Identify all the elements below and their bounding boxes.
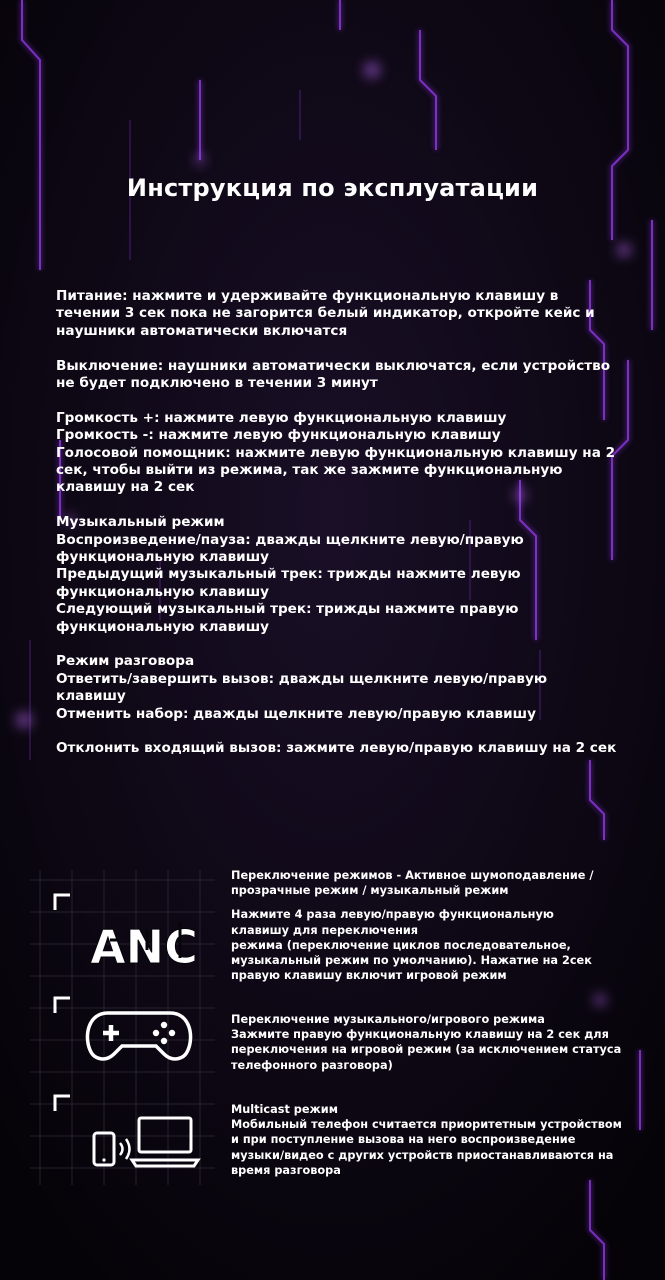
- feature-line: правую клавишу включит игровой режим: [231, 969, 507, 983]
- instruction-line: Выключение: наушники автоматически выключатся, если устройство: [56, 357, 611, 374]
- instruction-line: Питание: нажмите и удерживайте функциональную клавишу в: [56, 288, 559, 304]
- instruction-line: Предыдущий музыкальный трек: трижды нажмите левую: [56, 566, 521, 583]
- feature-line: клавишу для переключения: [231, 923, 419, 937]
- feature-line: Multicast режим: [231, 1103, 338, 1116]
- instruction-line: Следующий музыкальный трек: трижды нажмите правую: [56, 601, 519, 618]
- feature-line: Мобильный телефон считается приоритетным устройством: [231, 1118, 622, 1132]
- instruction-line: Громкость +: нажмите левую функциональную клавишу: [56, 409, 507, 426]
- instruction-line: не будет подключено в течении 3 минут: [56, 375, 378, 392]
- section-heading-music: Музыкальный режим: [56, 514, 225, 531]
- feature-line: Нажмите 4 раза левую/правую функциональную: [231, 908, 554, 922]
- instruction-line: функциональную клавишу: [56, 549, 270, 566]
- feature-multicast: [231, 1102, 641, 1178]
- spacer: [231, 898, 641, 907]
- multicast-icon: [94, 1118, 198, 1166]
- feature-line: время разговора: [231, 1163, 341, 1177]
- feature-line: Зажмите правую функциональную клавишу на 2 сек для: [231, 1028, 609, 1042]
- feature-line: Переключение музыкального/игрового режима: [231, 1013, 545, 1026]
- instruction-line: Ответить/завершить вызов: дважды щелкните левую/правую: [56, 670, 548, 687]
- instruction-line: клавишу на 2 сек: [56, 479, 195, 496]
- feature-line: и при поступление вызова на него воспроизведение: [231, 1133, 576, 1147]
- instruction-line: сек, чтобы выйти из режима, так же зажмите функциональную: [56, 462, 563, 479]
- feature-line: переключения на игровой режим (за исключением статуса: [231, 1043, 622, 1057]
- anc-icon-label: ANC: [90, 920, 198, 974]
- instruction-line: Воспроизведение/пауза: дважды щелкните левую/правую: [56, 531, 524, 548]
- feature-line: режима (переключение циклов последовательное,: [231, 938, 571, 952]
- feature-line: телефонного разговора): [231, 1058, 393, 1072]
- instruction-line: Отклонить входящий вызов: зажмите левую/правую клавишу на 2 сек: [56, 740, 617, 757]
- instruction-line: течении 3 сек пока не загорится белый индикатор, откройте кейс и: [56, 305, 595, 322]
- instruction-line: Громкость -: нажмите левую функциональную клавишу: [56, 427, 501, 444]
- gamepad-icon: [87, 1013, 190, 1059]
- feature-anc: [231, 868, 641, 983]
- feature-line: прозрачные режим / музыкальный режим: [231, 884, 509, 898]
- anc-icon: [90, 920, 198, 974]
- instruction-line: Отменить набор: дважды щелкните левую/правую клавишу: [56, 705, 536, 722]
- feature-line: Переключение режимов - Активное шумоподавление /: [231, 869, 594, 882]
- section-heading-call: Режим разговора: [56, 653, 195, 670]
- instruction-line: функциональную клавишу: [56, 618, 270, 635]
- corner-bracket-icon: [55, 895, 70, 1111]
- instruction-line: функциональную клавишу: [56, 583, 270, 600]
- instruction-line: Голосовой помощник: нажмите левую функциональную клавишу на 2: [56, 444, 616, 461]
- feature-game-mode: [231, 1012, 641, 1073]
- feature-line: музыкальный режим по умолчанию). Нажатие на 2сек: [231, 954, 592, 968]
- instruction-line: клавишу: [56, 688, 126, 705]
- feature-line: музыки/видео с других устройств приостанавливаются на: [231, 1148, 614, 1162]
- instruction-line: наушники автоматически включатся: [56, 322, 348, 339]
- page-title: Инструкция по эксплуатации: [126, 174, 539, 202]
